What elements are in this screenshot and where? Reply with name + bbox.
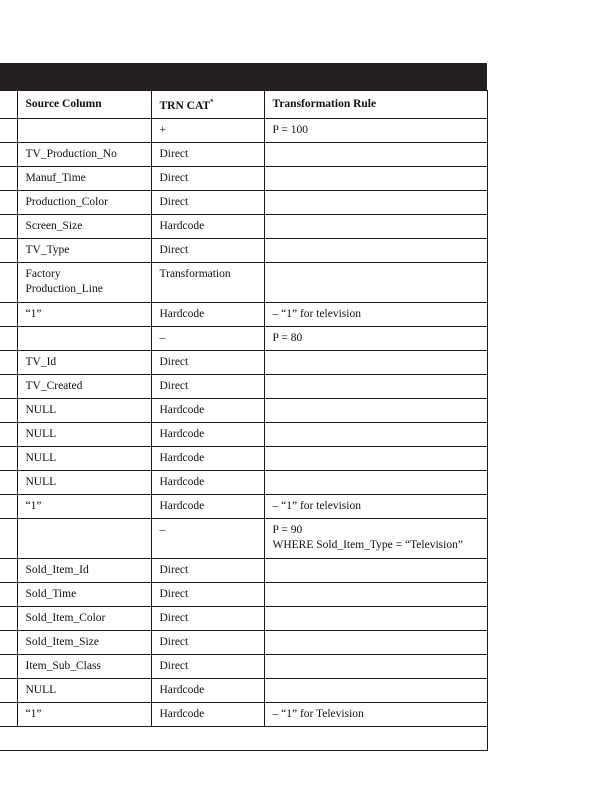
- transformation-rule-text: P = 100: [272, 123, 308, 136]
- trn-cat-cell: Direct: [151, 166, 264, 190]
- transformation-rule-cell: [264, 446, 487, 470]
- table-header-row: [0, 91, 487, 119]
- row-leading-cell: [0, 350, 17, 374]
- source-column-cell: [17, 558, 151, 582]
- row-leading-cell: [0, 446, 17, 470]
- source-column-cell: [17, 606, 151, 630]
- row-leading-cell: [0, 702, 17, 726]
- transformation-rule-text: – “1” for Television: [272, 707, 364, 720]
- trn-cat-cell: Direct: [151, 238, 264, 262]
- trn-cat-cell: Hardcode: [151, 702, 264, 726]
- transformation-rule-cell: [264, 518, 487, 558]
- trn-cat-cell: Transformation: [151, 262, 264, 302]
- transformation-rule-cell: [264, 654, 487, 678]
- row-leading-cell: [0, 190, 17, 214]
- mapping-table: [0, 90, 488, 751]
- source-column-cell: [17, 470, 151, 494]
- table-row: [0, 630, 487, 654]
- header-trn-cat-footnote-mark: *: [210, 98, 214, 106]
- transformation-rule-cell: [264, 422, 487, 446]
- source-column-cell: [17, 326, 151, 350]
- transformation-rule-cell: [264, 166, 487, 190]
- source-column-cell: [17, 398, 151, 422]
- header-trn-cat: [151, 91, 264, 119]
- table-row: [0, 422, 487, 446]
- row-leading-cell: [0, 422, 17, 446]
- source-column-cell: [17, 494, 151, 518]
- row-leading-cell: [0, 558, 17, 582]
- source-column-cell: [17, 654, 151, 678]
- trn-cat-cell: +: [151, 118, 264, 142]
- transformation-rule-cell: [264, 214, 487, 238]
- transformation-rule-cell: [264, 118, 487, 142]
- row-leading-cell: [0, 630, 17, 654]
- source-column-cell: [17, 238, 151, 262]
- trn-cat-cell: Hardcode: [151, 446, 264, 470]
- transformation-rule-cell: [264, 470, 487, 494]
- source-column-text: NULL: [25, 427, 57, 440]
- table-title-bar: [0, 63, 487, 90]
- transformation-rule-cell: [264, 302, 487, 326]
- row-leading-cell: [0, 582, 17, 606]
- trn-cat-cell: Direct: [151, 350, 264, 374]
- table-body: [0, 118, 487, 750]
- transformation-rule-cell: [264, 374, 487, 398]
- row-leading-cell: [0, 518, 17, 558]
- source-column-cell: [17, 166, 151, 190]
- source-column-text: Sold_Item_Size: [25, 635, 99, 648]
- trn-cat-cell: Direct: [151, 630, 264, 654]
- transformation-rule-cell: [264, 678, 487, 702]
- table-row: [0, 398, 487, 422]
- source-column-cell: [17, 350, 151, 374]
- trn-cat-cell: –: [151, 518, 264, 558]
- header-leading-cell: [0, 91, 17, 119]
- transformation-rule-cell: [264, 142, 487, 166]
- row-leading-cell: [0, 166, 17, 190]
- header-transformation-rule: Transformation Rule: [264, 91, 487, 119]
- transformation-rule-cell: [264, 702, 487, 726]
- table-footer-row: [0, 726, 487, 750]
- transformation-rule-cell: [264, 238, 487, 262]
- source-column-cell: [17, 678, 151, 702]
- table-row: [0, 702, 487, 726]
- trn-cat-cell: Direct: [151, 142, 264, 166]
- table-footer-cell: [0, 726, 487, 750]
- source-column-text: Sold_Item_Color: [25, 611, 106, 624]
- source-column-cell: [17, 302, 151, 326]
- trn-cat-cell: Hardcode: [151, 494, 264, 518]
- table-row: [0, 494, 487, 518]
- table-row: [0, 326, 487, 350]
- table-row: [0, 582, 487, 606]
- source-column-text: Sold_Time: [25, 587, 77, 600]
- trn-cat-cell: Hardcode: [151, 302, 264, 326]
- transformation-rule-text: – “1” for television: [272, 499, 361, 512]
- trn-cat-cell: Direct: [151, 654, 264, 678]
- transformation-rule-cell: [264, 630, 487, 654]
- row-leading-cell: [0, 494, 17, 518]
- row-leading-cell: [0, 302, 17, 326]
- row-leading-cell: [0, 398, 17, 422]
- source-column-text: TV_Id: [25, 355, 57, 368]
- trn-cat-cell: Direct: [151, 606, 264, 630]
- table-row: [0, 678, 487, 702]
- table-row: [0, 518, 487, 558]
- source-column-cell: [17, 518, 151, 558]
- row-leading-cell: [0, 262, 17, 302]
- table-row: [0, 118, 487, 142]
- header-source-column: Source Column: [17, 91, 151, 119]
- source-column-text: Production_Color: [25, 195, 108, 208]
- trn-cat-cell: Direct: [151, 190, 264, 214]
- source-column-text: TV_Type: [25, 243, 70, 256]
- source-column-text-line2: Production_Line: [25, 282, 103, 295]
- source-column-cell: [17, 630, 151, 654]
- source-column-text: Screen_Size: [25, 219, 83, 232]
- row-leading-cell: [0, 374, 17, 398]
- transformation-rule-cell: [264, 326, 487, 350]
- source-column-cell: [17, 262, 151, 302]
- transformation-rule-cell: [264, 350, 487, 374]
- transformation-rule-cell: [264, 262, 487, 302]
- row-leading-cell: [0, 214, 17, 238]
- row-leading-cell: [0, 678, 17, 702]
- table-row: [0, 166, 487, 190]
- transformation-rule-text: P = 90: [272, 523, 303, 536]
- transformation-rule-text-line2: WHERE Sold_Item_Type = “Television”: [272, 538, 463, 551]
- table-row: [0, 374, 487, 398]
- trn-cat-cell: Hardcode: [151, 470, 264, 494]
- source-column-cell: [17, 214, 151, 238]
- source-column-text: NULL: [25, 403, 57, 416]
- transformation-rule-text: P = 80: [272, 331, 303, 344]
- source-column-cell: [17, 422, 151, 446]
- transformation-rule-cell: [264, 494, 487, 518]
- trn-cat-cell: Direct: [151, 582, 264, 606]
- table-row: [0, 446, 487, 470]
- row-leading-cell: [0, 238, 17, 262]
- row-leading-cell: [0, 654, 17, 678]
- source-column-cell: [17, 118, 151, 142]
- transformation-rule-cell: [264, 190, 487, 214]
- source-column-text: “1”: [25, 307, 42, 320]
- table-row: [0, 262, 487, 302]
- source-column-cell: [17, 446, 151, 470]
- row-leading-cell: [0, 326, 17, 350]
- table-row: [0, 302, 487, 326]
- transformation-rule-cell: [264, 582, 487, 606]
- table-row: [0, 606, 487, 630]
- source-column-text: Factory: [25, 267, 61, 280]
- row-leading-cell: [0, 118, 17, 142]
- source-column-text: NULL: [25, 475, 57, 488]
- table-row: [0, 142, 487, 166]
- source-column-text: “1”: [25, 499, 42, 512]
- transformation-rule-text: – “1” for television: [272, 307, 361, 320]
- trn-cat-cell: Hardcode: [151, 214, 264, 238]
- source-column-text: Item_Sub_Class: [25, 659, 101, 672]
- trn-cat-cell: Hardcode: [151, 422, 264, 446]
- source-column-cell: [17, 142, 151, 166]
- trn-cat-cell: Hardcode: [151, 398, 264, 422]
- source-column-text: NULL: [25, 451, 57, 464]
- transformation-rule-cell: [264, 558, 487, 582]
- header-trn-cat-label: TRN CAT: [159, 99, 211, 112]
- source-column-text: NULL: [25, 683, 57, 696]
- source-column-cell: [17, 582, 151, 606]
- trn-cat-cell: –: [151, 326, 264, 350]
- source-column-text: Sold_Item_Id: [25, 563, 89, 576]
- table-row: [0, 238, 487, 262]
- trn-cat-cell: Direct: [151, 558, 264, 582]
- row-leading-cell: [0, 606, 17, 630]
- trn-cat-cell: Direct: [151, 374, 264, 398]
- transformation-rule-cell: [264, 398, 487, 422]
- table-row: [0, 654, 487, 678]
- table-row: [0, 470, 487, 494]
- trn-cat-cell: Hardcode: [151, 678, 264, 702]
- source-column-cell: [17, 374, 151, 398]
- source-column-text: Manuf_Time: [25, 171, 86, 184]
- source-column-text: TV_Production_No: [25, 147, 117, 160]
- table-row: [0, 214, 487, 238]
- row-leading-cell: [0, 470, 17, 494]
- source-column-text: “1”: [25, 707, 42, 720]
- table-row: [0, 558, 487, 582]
- transformation-rule-cell: [264, 606, 487, 630]
- source-column-cell: [17, 190, 151, 214]
- source-column-cell: [17, 702, 151, 726]
- row-leading-cell: [0, 142, 17, 166]
- source-column-text: TV_Created: [25, 379, 83, 392]
- table-row: [0, 350, 487, 374]
- table-row: [0, 190, 487, 214]
